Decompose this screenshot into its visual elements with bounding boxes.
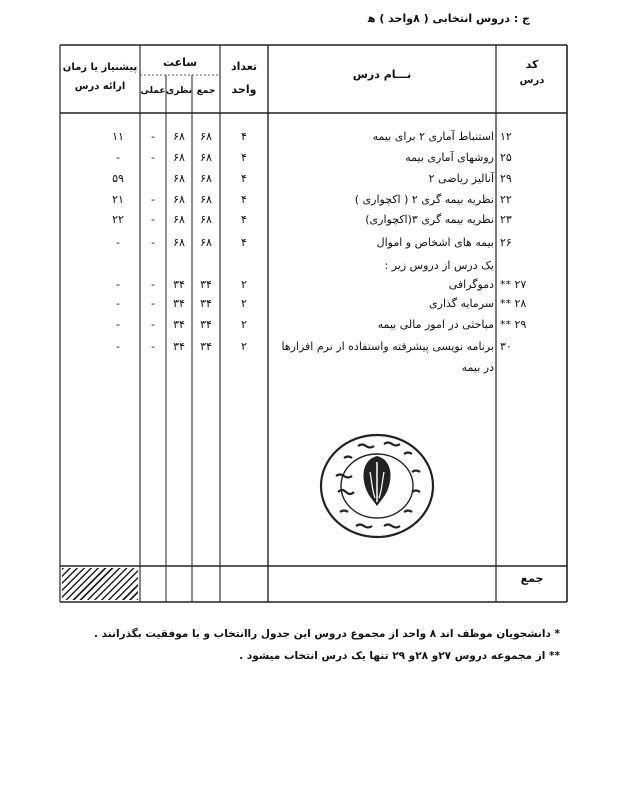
cell-code: ** ۲۹ bbox=[500, 318, 527, 331]
cell-code: ۱۲ bbox=[500, 130, 512, 143]
cell-theory: ۶۸ bbox=[173, 130, 185, 143]
hatched-cell bbox=[62, 568, 138, 600]
cell-units: ۲ bbox=[241, 297, 247, 310]
header-course-name: نـــام درس bbox=[352, 68, 412, 81]
cell-total: ۶۸ bbox=[200, 151, 212, 164]
cell-prereq: ۵۹ bbox=[112, 172, 124, 185]
cell-theory: ۶۸ bbox=[173, 172, 185, 185]
footnote-1: * دانشجویان موظف اند ۸ واحد از مجموع دروس این جدول راانتخاب و با موفقیت بگذرانند . bbox=[94, 628, 560, 640]
cell-units: ۴ bbox=[241, 130, 247, 143]
cell-units: ۲ bbox=[241, 340, 247, 353]
cell-prereq: - bbox=[116, 151, 120, 164]
cell-code: ۲۲ bbox=[500, 193, 512, 206]
cell-units: ۴ bbox=[241, 151, 247, 164]
cell-code: ۲۳ bbox=[500, 213, 512, 226]
cell-theory: ۳۴ bbox=[173, 278, 185, 291]
cell-name: آنالیز ریاضی ۲ bbox=[428, 172, 494, 185]
cell-prereq: - bbox=[116, 236, 120, 249]
cell-theory: ۶۸ bbox=[173, 151, 185, 164]
cell-practical: - bbox=[151, 213, 155, 226]
cell-name: یک درس از دروس زیر : bbox=[384, 259, 494, 272]
cell-total: ۳۴ bbox=[200, 297, 212, 310]
cell-practical: - bbox=[151, 193, 155, 206]
cell-prereq: - bbox=[116, 278, 120, 291]
cell-total: ۳۴ bbox=[200, 318, 212, 331]
cell-units: ۴ bbox=[241, 193, 247, 206]
cell-theory: ۶۸ bbox=[173, 213, 185, 226]
cell-prereq: ۲۱ bbox=[112, 193, 124, 206]
cell-prereq: ۱۱ bbox=[112, 130, 124, 143]
total-label: جمع bbox=[520, 572, 544, 585]
cell-theory: ۳۴ bbox=[173, 340, 185, 353]
cell-practical: - bbox=[151, 130, 155, 143]
cell-units: ۴ bbox=[241, 236, 247, 249]
cell-name: سرمایه گذاری bbox=[429, 297, 494, 310]
cell-units: ۴ bbox=[241, 172, 247, 185]
cell-theory: ۶۸ bbox=[173, 193, 185, 206]
cell-practical: - bbox=[151, 278, 155, 291]
cell-name: بیمه های اشخاص و اموال bbox=[376, 236, 494, 249]
cell-total: ۶۸ bbox=[200, 236, 212, 249]
header-units: تعداد واحد bbox=[230, 60, 258, 96]
cell-code: ۲۵ bbox=[500, 151, 512, 164]
cell-practical: - bbox=[151, 297, 155, 310]
cell-theory: ۳۴ bbox=[173, 318, 185, 331]
cell-name: برنامه نویسی پیشرفته واستفاده از نرم افزارها bbox=[281, 340, 494, 353]
cell-units: ۲ bbox=[241, 278, 247, 291]
cell-units: ۲ bbox=[241, 318, 247, 331]
cell-prereq: - bbox=[116, 318, 120, 331]
cell-code: ۳۰ bbox=[500, 340, 512, 353]
cell-theory: ۳۴ bbox=[173, 297, 185, 310]
header-hours-theory: نظری bbox=[166, 86, 192, 96]
cell-total: ۶۸ bbox=[200, 130, 212, 143]
footnote-2: ** از مجموعه دروس ۲۷و ۲۸و ۲۹ تنها یک درس انتخاب میشود . bbox=[239, 650, 560, 662]
cell-name: در بیمه bbox=[461, 361, 494, 374]
section-heading: ج : دروس انتخابی ( ۸واحد ) ﻫ bbox=[367, 12, 530, 25]
header-hours-total: جمع bbox=[196, 86, 216, 96]
cell-total: ۶۸ bbox=[200, 213, 212, 226]
header-hours-practical: عملی bbox=[140, 86, 166, 96]
cell-total: ۳۴ bbox=[200, 340, 212, 353]
cell-name: استنباط آماری ۲ برای بیمه bbox=[372, 130, 494, 143]
header-prerequisite: پیشنیاز یا زمان ارائه درس bbox=[62, 62, 138, 92]
cell-name: دموگرافی bbox=[448, 278, 494, 291]
cell-practical: - bbox=[151, 340, 155, 353]
cell-name: نظریه بیمه گری ۳(اکچواری) bbox=[365, 213, 494, 226]
header-code: کد درس bbox=[519, 58, 545, 86]
cell-prereq: ۲۲ bbox=[112, 213, 124, 226]
official-seal bbox=[318, 432, 436, 540]
cell-practical: - bbox=[151, 236, 155, 249]
cell-name: نظریه بیمه گری ۲ ( اکچواری ) bbox=[354, 193, 494, 206]
cell-name: مباحثی در امور مالی بیمه bbox=[377, 318, 494, 331]
cell-code: ۲۹ bbox=[500, 172, 512, 185]
cell-prereq: - bbox=[116, 297, 120, 310]
cell-total: ۳۴ bbox=[200, 278, 212, 291]
seal-graphic bbox=[318, 432, 436, 540]
cell-total: ۶۸ bbox=[200, 172, 212, 185]
cell-code: ۲۶ bbox=[500, 236, 512, 249]
cell-code: ** ۲۷ bbox=[500, 278, 527, 291]
cell-name: روشهای آماری بیمه bbox=[405, 151, 494, 164]
cell-code: ** ۲۸ bbox=[500, 297, 527, 310]
cell-total: ۶۸ bbox=[200, 193, 212, 206]
cell-units: ۴ bbox=[241, 213, 247, 226]
cell-practical: - bbox=[151, 318, 155, 331]
header-hours: ساعت bbox=[162, 56, 198, 69]
cell-prereq: - bbox=[116, 340, 120, 353]
cell-practical: - bbox=[151, 151, 155, 164]
cell-theory: ۶۸ bbox=[173, 236, 185, 249]
